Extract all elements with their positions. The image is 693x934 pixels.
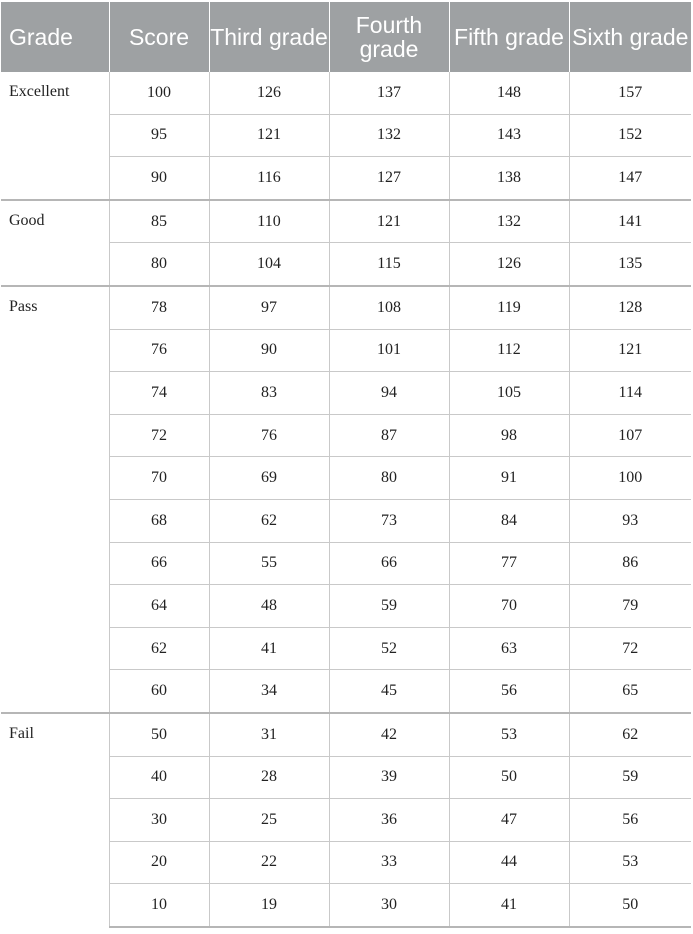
score-cell: 64 — [109, 585, 209, 628]
fourth-grade-cell: 101 — [329, 329, 449, 372]
score-cell: 95 — [109, 114, 209, 157]
fourth-grade-cell: 94 — [329, 372, 449, 415]
third-grade-cell: 110 — [209, 200, 329, 243]
third-grade-cell: 62 — [209, 499, 329, 542]
sixth-grade-cell: 79 — [569, 585, 691, 628]
header-row — [1, 2, 691, 72]
third-grade-cell: 34 — [209, 670, 329, 713]
sixth-grade-cell: 86 — [569, 542, 691, 585]
score-cell: 66 — [109, 542, 209, 585]
fourth-grade-cell: 137 — [329, 72, 449, 114]
fifth-grade-cell: 56 — [449, 670, 569, 713]
header-fifth-grade: Fifth grade — [449, 2, 569, 72]
score-cell: 20 — [109, 841, 209, 884]
score-cell: 10 — [109, 884, 209, 927]
third-grade-cell: 25 — [209, 799, 329, 842]
grade-score-table — [1, 2, 691, 928]
fifth-grade-cell: 63 — [449, 627, 569, 670]
third-grade-cell: 19 — [209, 884, 329, 927]
fourth-grade-cell: 121 — [329, 200, 449, 243]
grade-cell: Excellent — [1, 72, 109, 200]
fifth-grade-cell: 70 — [449, 585, 569, 628]
sixth-grade-cell: 128 — [569, 286, 691, 329]
fourth-grade-cell: 87 — [329, 414, 449, 457]
header-sixth-grade: Sixth grade — [569, 2, 691, 72]
table-row — [1, 286, 691, 329]
fifth-grade-cell: 126 — [449, 243, 569, 286]
fifth-grade-cell: 41 — [449, 884, 569, 927]
third-grade-cell: 55 — [209, 542, 329, 585]
third-grade-cell: 76 — [209, 414, 329, 457]
score-cell: 78 — [109, 286, 209, 329]
fourth-grade-cell: 127 — [329, 157, 449, 200]
fourth-grade-cell: 52 — [329, 627, 449, 670]
fourth-grade-cell: 73 — [329, 499, 449, 542]
sixth-grade-cell: 135 — [569, 243, 691, 286]
fifth-grade-cell: 84 — [449, 499, 569, 542]
fifth-grade-cell: 119 — [449, 286, 569, 329]
sixth-grade-cell: 93 — [569, 499, 691, 542]
grade-cell: Pass — [1, 286, 109, 713]
sixth-grade-cell: 114 — [569, 372, 691, 415]
score-cell: 80 — [109, 243, 209, 286]
fourth-grade-cell: 80 — [329, 457, 449, 500]
sixth-grade-cell: 59 — [569, 756, 691, 799]
score-cell: 40 — [109, 756, 209, 799]
score-cell: 90 — [109, 157, 209, 200]
fourth-grade-cell: 33 — [329, 841, 449, 884]
third-grade-cell: 69 — [209, 457, 329, 500]
fourth-grade-cell: 59 — [329, 585, 449, 628]
third-grade-cell: 104 — [209, 243, 329, 286]
fourth-grade-cell: 66 — [329, 542, 449, 585]
score-cell: 50 — [109, 713, 209, 756]
third-grade-cell: 97 — [209, 286, 329, 329]
header-grade: Grade — [1, 2, 109, 72]
fifth-grade-cell: 50 — [449, 756, 569, 799]
fifth-grade-cell: 143 — [449, 114, 569, 157]
sixth-grade-cell: 147 — [569, 157, 691, 200]
fifth-grade-cell: 105 — [449, 372, 569, 415]
fourth-grade-cell: 39 — [329, 756, 449, 799]
score-cell: 62 — [109, 627, 209, 670]
fourth-grade-cell: 132 — [329, 114, 449, 157]
header-third-grade: Third grade — [209, 2, 329, 72]
fourth-grade-cell: 42 — [329, 713, 449, 756]
third-grade-cell: 83 — [209, 372, 329, 415]
fifth-grade-cell: 53 — [449, 713, 569, 756]
fifth-grade-cell: 91 — [449, 457, 569, 500]
sixth-grade-cell: 65 — [569, 670, 691, 713]
third-grade-cell: 48 — [209, 585, 329, 628]
third-grade-cell: 22 — [209, 841, 329, 884]
table-header — [1, 2, 691, 72]
score-cell: 68 — [109, 499, 209, 542]
sixth-grade-cell: 100 — [569, 457, 691, 500]
sixth-grade-cell: 72 — [569, 627, 691, 670]
third-grade-cell: 41 — [209, 627, 329, 670]
fifth-grade-cell: 44 — [449, 841, 569, 884]
third-grade-cell: 31 — [209, 713, 329, 756]
fifth-grade-cell: 138 — [449, 157, 569, 200]
table-row — [1, 200, 691, 243]
sixth-grade-cell: 53 — [569, 841, 691, 884]
grade-cell: Fail — [1, 713, 109, 927]
sixth-grade-cell: 141 — [569, 200, 691, 243]
sixth-grade-cell: 56 — [569, 799, 691, 842]
sixth-grade-cell: 121 — [569, 329, 691, 372]
fourth-grade-cell: 36 — [329, 799, 449, 842]
table-row — [1, 713, 691, 756]
fifth-grade-cell: 98 — [449, 414, 569, 457]
third-grade-cell: 116 — [209, 157, 329, 200]
sixth-grade-cell: 152 — [569, 114, 691, 157]
fourth-grade-cell: 45 — [329, 670, 449, 713]
fifth-grade-cell: 148 — [449, 72, 569, 114]
sixth-grade-cell: 157 — [618, 83, 643, 101]
score-cell: 74 — [109, 372, 209, 415]
sixth-grade-cell: 107 — [569, 414, 691, 457]
sixth-grade-cell: 50 — [569, 884, 691, 927]
score-cell: 72 — [109, 414, 209, 457]
score-cell: 30 — [109, 799, 209, 842]
score-cell: 70 — [109, 457, 209, 500]
grade-cell: Good — [1, 200, 109, 286]
score-cell: 60 — [109, 670, 209, 713]
score-cell: 100 — [109, 72, 209, 114]
table-row — [1, 72, 691, 114]
header-score: Score — [109, 2, 209, 72]
fifth-grade-cell: 77 — [449, 542, 569, 585]
fourth-grade-cell: 115 — [329, 243, 449, 286]
third-grade-cell: 121 — [209, 114, 329, 157]
fourth-grade-cell: 30 — [329, 884, 449, 927]
third-grade-cell: 126 — [209, 72, 329, 114]
score-cell: 76 — [109, 329, 209, 372]
sixth-grade-cell: 62 — [569, 713, 691, 756]
table-body — [1, 72, 691, 927]
fifth-grade-cell: 112 — [449, 329, 569, 372]
fourth-grade-cell: 108 — [329, 286, 449, 329]
fifth-grade-cell: 132 — [449, 200, 569, 243]
third-grade-cell: 90 — [209, 329, 329, 372]
third-grade-cell: 28 — [209, 756, 329, 799]
score-cell: 85 — [109, 200, 209, 243]
fifth-grade-cell: 47 — [449, 799, 569, 842]
header-fourth-grade: Fourth grade — [329, 2, 449, 72]
